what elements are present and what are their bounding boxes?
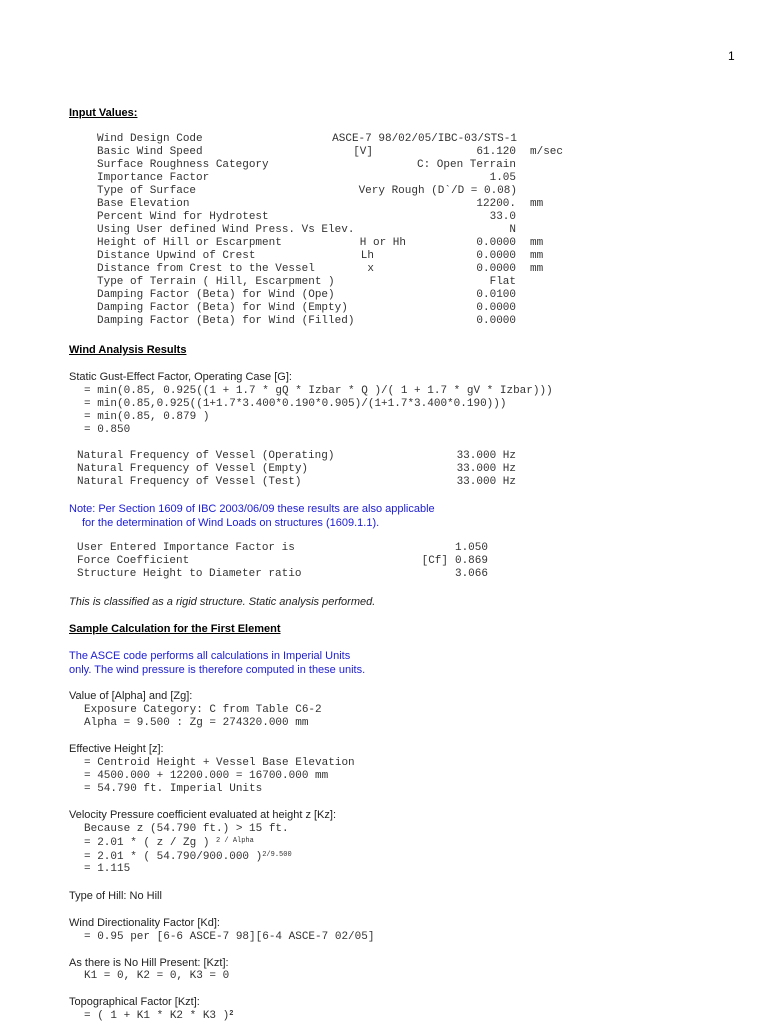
row-label: Wind Design Code: [97, 133, 203, 145]
gust-line-1: = min(0.85, 0.925((1 + 1.7 * gQ * Izbar * Q )/( 1 + 1.7 * gV * Izbar))): [84, 385, 553, 397]
table-row: [0, 555, 768, 568]
table-row: [0, 315, 768, 328]
factor-label: User Entered Importance Factor is: [77, 542, 295, 554]
classification-text: This is classified as a rigid structure. Static analysis performed.: [69, 596, 376, 608]
table-row: [0, 159, 768, 172]
topo-line-text: = ( 1 + K1 * K2 * K3 ): [84, 1010, 230, 1022]
factor-value: 3.066: [454, 568, 488, 580]
table-row: [0, 542, 768, 555]
row-value: 12200.: [476, 198, 516, 210]
topo-line-exponent: 2: [229, 1010, 234, 1018]
table-row: [0, 276, 768, 289]
height-line-3: = 54.790 ft. Imperial Units: [84, 783, 263, 795]
row-value: 0.0000: [476, 237, 516, 249]
table-row: [0, 211, 768, 224]
row-value: 0.0000: [476, 315, 516, 327]
row-value: Flat: [489, 276, 516, 288]
factor-value: 1.050: [454, 542, 488, 554]
asce-note-line-2: only. The wind pressure is therefore computed in these units.: [69, 664, 366, 676]
row-unit: mm: [530, 198, 544, 210]
table-row: [0, 250, 768, 263]
table-row: [0, 289, 768, 302]
table-row: [0, 302, 768, 315]
alpha-zg-title: Value of [Alpha] and [Zg]:: [69, 690, 193, 702]
table-row: [0, 146, 768, 159]
row-label: Importance Factor: [97, 172, 210, 184]
row-value: 61.120: [476, 146, 516, 158]
row-label: Using User defined Wind Press. Vs Elev.: [97, 224, 355, 236]
row-label: Surface Roughness Category: [97, 159, 269, 171]
frequency-value: 33.000 Hz: [456, 476, 516, 488]
factor-label: Structure Height to Diameter ratio: [77, 568, 302, 580]
table-row: [0, 463, 768, 476]
row-label: Damping Factor (Beta) for Wind (Ope): [97, 289, 335, 301]
frequency-label: Natural Frequency of Vessel (Operating): [77, 450, 335, 462]
factor-label: Force Coefficient: [77, 555, 190, 567]
row-code: Lh: [360, 250, 374, 262]
kzt-hill-title: As there is No Hill Present: [Kzt]:: [69, 957, 229, 969]
ibc-note-line-1: Note: Per Section 1609 of IBC 2003/06/09 these results are also applicable: [69, 503, 435, 515]
alpha-line-1: Exposure Category: C from Table C6-2: [84, 704, 322, 716]
factor-value: 0.869: [454, 555, 488, 567]
frequency-value: 33.000 Hz: [456, 450, 516, 462]
kz-line-2: [84, 837, 254, 850]
row-label: Basic Wind Speed: [97, 146, 203, 158]
topo-line: [84, 1010, 233, 1023]
row-code: [V]: [353, 146, 373, 158]
row-value: 0.0000: [476, 250, 516, 262]
row-label: Height of Hill or Escarpment: [97, 237, 282, 249]
row-code: ASCE-7 98/02/05/IBC-03/STS-1: [332, 133, 517, 145]
row-unit: mm: [530, 250, 544, 262]
row-unit: mm: [530, 237, 544, 249]
topo-factor-title: Topographical Factor [Kzt]:: [69, 996, 200, 1008]
frequency-value: 33.000 Hz: [456, 463, 516, 475]
gust-line-4: = 0.850: [84, 424, 131, 436]
table-row: [0, 185, 768, 198]
height-line-1: = Centroid Height + Vessel Base Elevation: [84, 757, 355, 769]
input-values-heading: Input Values:: [69, 107, 138, 119]
gust-line-2: = min(0.85,0.925((1+1.7*3.400*0.190*0.905)/(1+1.7*3.400*0.190))): [84, 398, 507, 410]
row-value: N: [509, 224, 516, 236]
kzt-hill-line: K1 = 0, K2 = 0, K3 = 0: [84, 970, 230, 982]
row-value: 0.0100: [476, 289, 516, 301]
effective-height-title: Effective Height [z]:: [69, 743, 164, 755]
hill-type-text: Type of Hill: No Hill: [69, 890, 162, 902]
row-value: 0.0000: [476, 263, 516, 275]
kz-line-2-exponent: 2 / Alpha: [216, 837, 254, 845]
table-row: [0, 237, 768, 250]
row-value: 33.0: [489, 211, 516, 223]
kz-line-3-text: = 2.01 * ( 54.790/900.000 ): [84, 851, 263, 863]
row-unit: mm: [530, 263, 544, 275]
row-label: Percent Wind for Hydrotest: [97, 211, 269, 223]
row-label: Damping Factor (Beta) for Wind (Empty): [97, 302, 348, 314]
table-row: [0, 263, 768, 276]
gust-factor-title: Static Gust-Effect Factor, Operating Case [G]:: [69, 371, 292, 383]
alpha-line-2: Alpha = 9.500 : Zg = 274320.000 mm: [84, 717, 309, 729]
row-label: Distance Upwind of Crest: [97, 250, 256, 262]
row-code: x: [367, 263, 374, 275]
row-unit: m/sec: [530, 146, 564, 158]
factor-code: [Cf]: [421, 555, 448, 567]
table-row: [0, 172, 768, 185]
table-row: [0, 224, 768, 237]
kd-title: Wind Directionality Factor [Kd]:: [69, 917, 220, 929]
table-row: [0, 568, 768, 581]
row-label: Damping Factor (Beta) for Wind (Filled): [97, 315, 355, 327]
height-line-2: = 4500.000 + 12200.000 = 16700.000 mm: [84, 770, 329, 782]
table-row: [0, 198, 768, 211]
row-value: C: Open Terrain: [416, 159, 516, 171]
kz-line-2-text: = 2.01 * ( z / Zg ): [84, 837, 210, 849]
kd-line: = 0.95 per [6-6 ASCE-7 98][6-4 ASCE-7 02/05]: [84, 931, 375, 943]
row-label: Type of Terrain ( Hill, Escarpment ): [97, 276, 335, 288]
page-number: 1: [728, 49, 735, 63]
table-row: [0, 476, 768, 489]
kz-line-3-exponent: 2/9.500: [262, 851, 292, 859]
row-value: 0.0000: [476, 302, 516, 314]
row-value: 1.05: [489, 172, 516, 184]
row-code: H or Hh: [359, 237, 406, 249]
row-label: Base Elevation: [97, 198, 190, 210]
table-row: [0, 450, 768, 463]
frequency-label: Natural Frequency of Vessel (Test): [77, 476, 302, 488]
gust-line-3: = min(0.85, 0.879 ): [84, 411, 210, 423]
sample-calc-heading: Sample Calculation for the First Element: [69, 623, 281, 635]
row-label: Distance from Crest to the Vessel: [97, 263, 315, 275]
table-row: [0, 133, 768, 146]
row-label: Type of Surface: [97, 185, 197, 197]
kz-line-4: = 1.115: [84, 863, 131, 875]
row-code: Very Rough (D`/D = 0.08): [358, 185, 517, 197]
wind-analysis-heading: Wind Analysis Results: [69, 344, 187, 356]
kz-line-1: Because z (54.790 ft.) > 15 ft.: [84, 823, 289, 835]
ibc-note-line-2: for the determination of Wind Loads on structures (1609.1.1).: [82, 517, 380, 529]
asce-note-line-1: The ASCE code performs all calculations in Imperial Units: [69, 650, 351, 662]
kz-title: Velocity Pressure coefficient evaluated at height z [Kz]:: [69, 809, 337, 821]
frequency-label: Natural Frequency of Vessel (Empty): [77, 463, 309, 475]
